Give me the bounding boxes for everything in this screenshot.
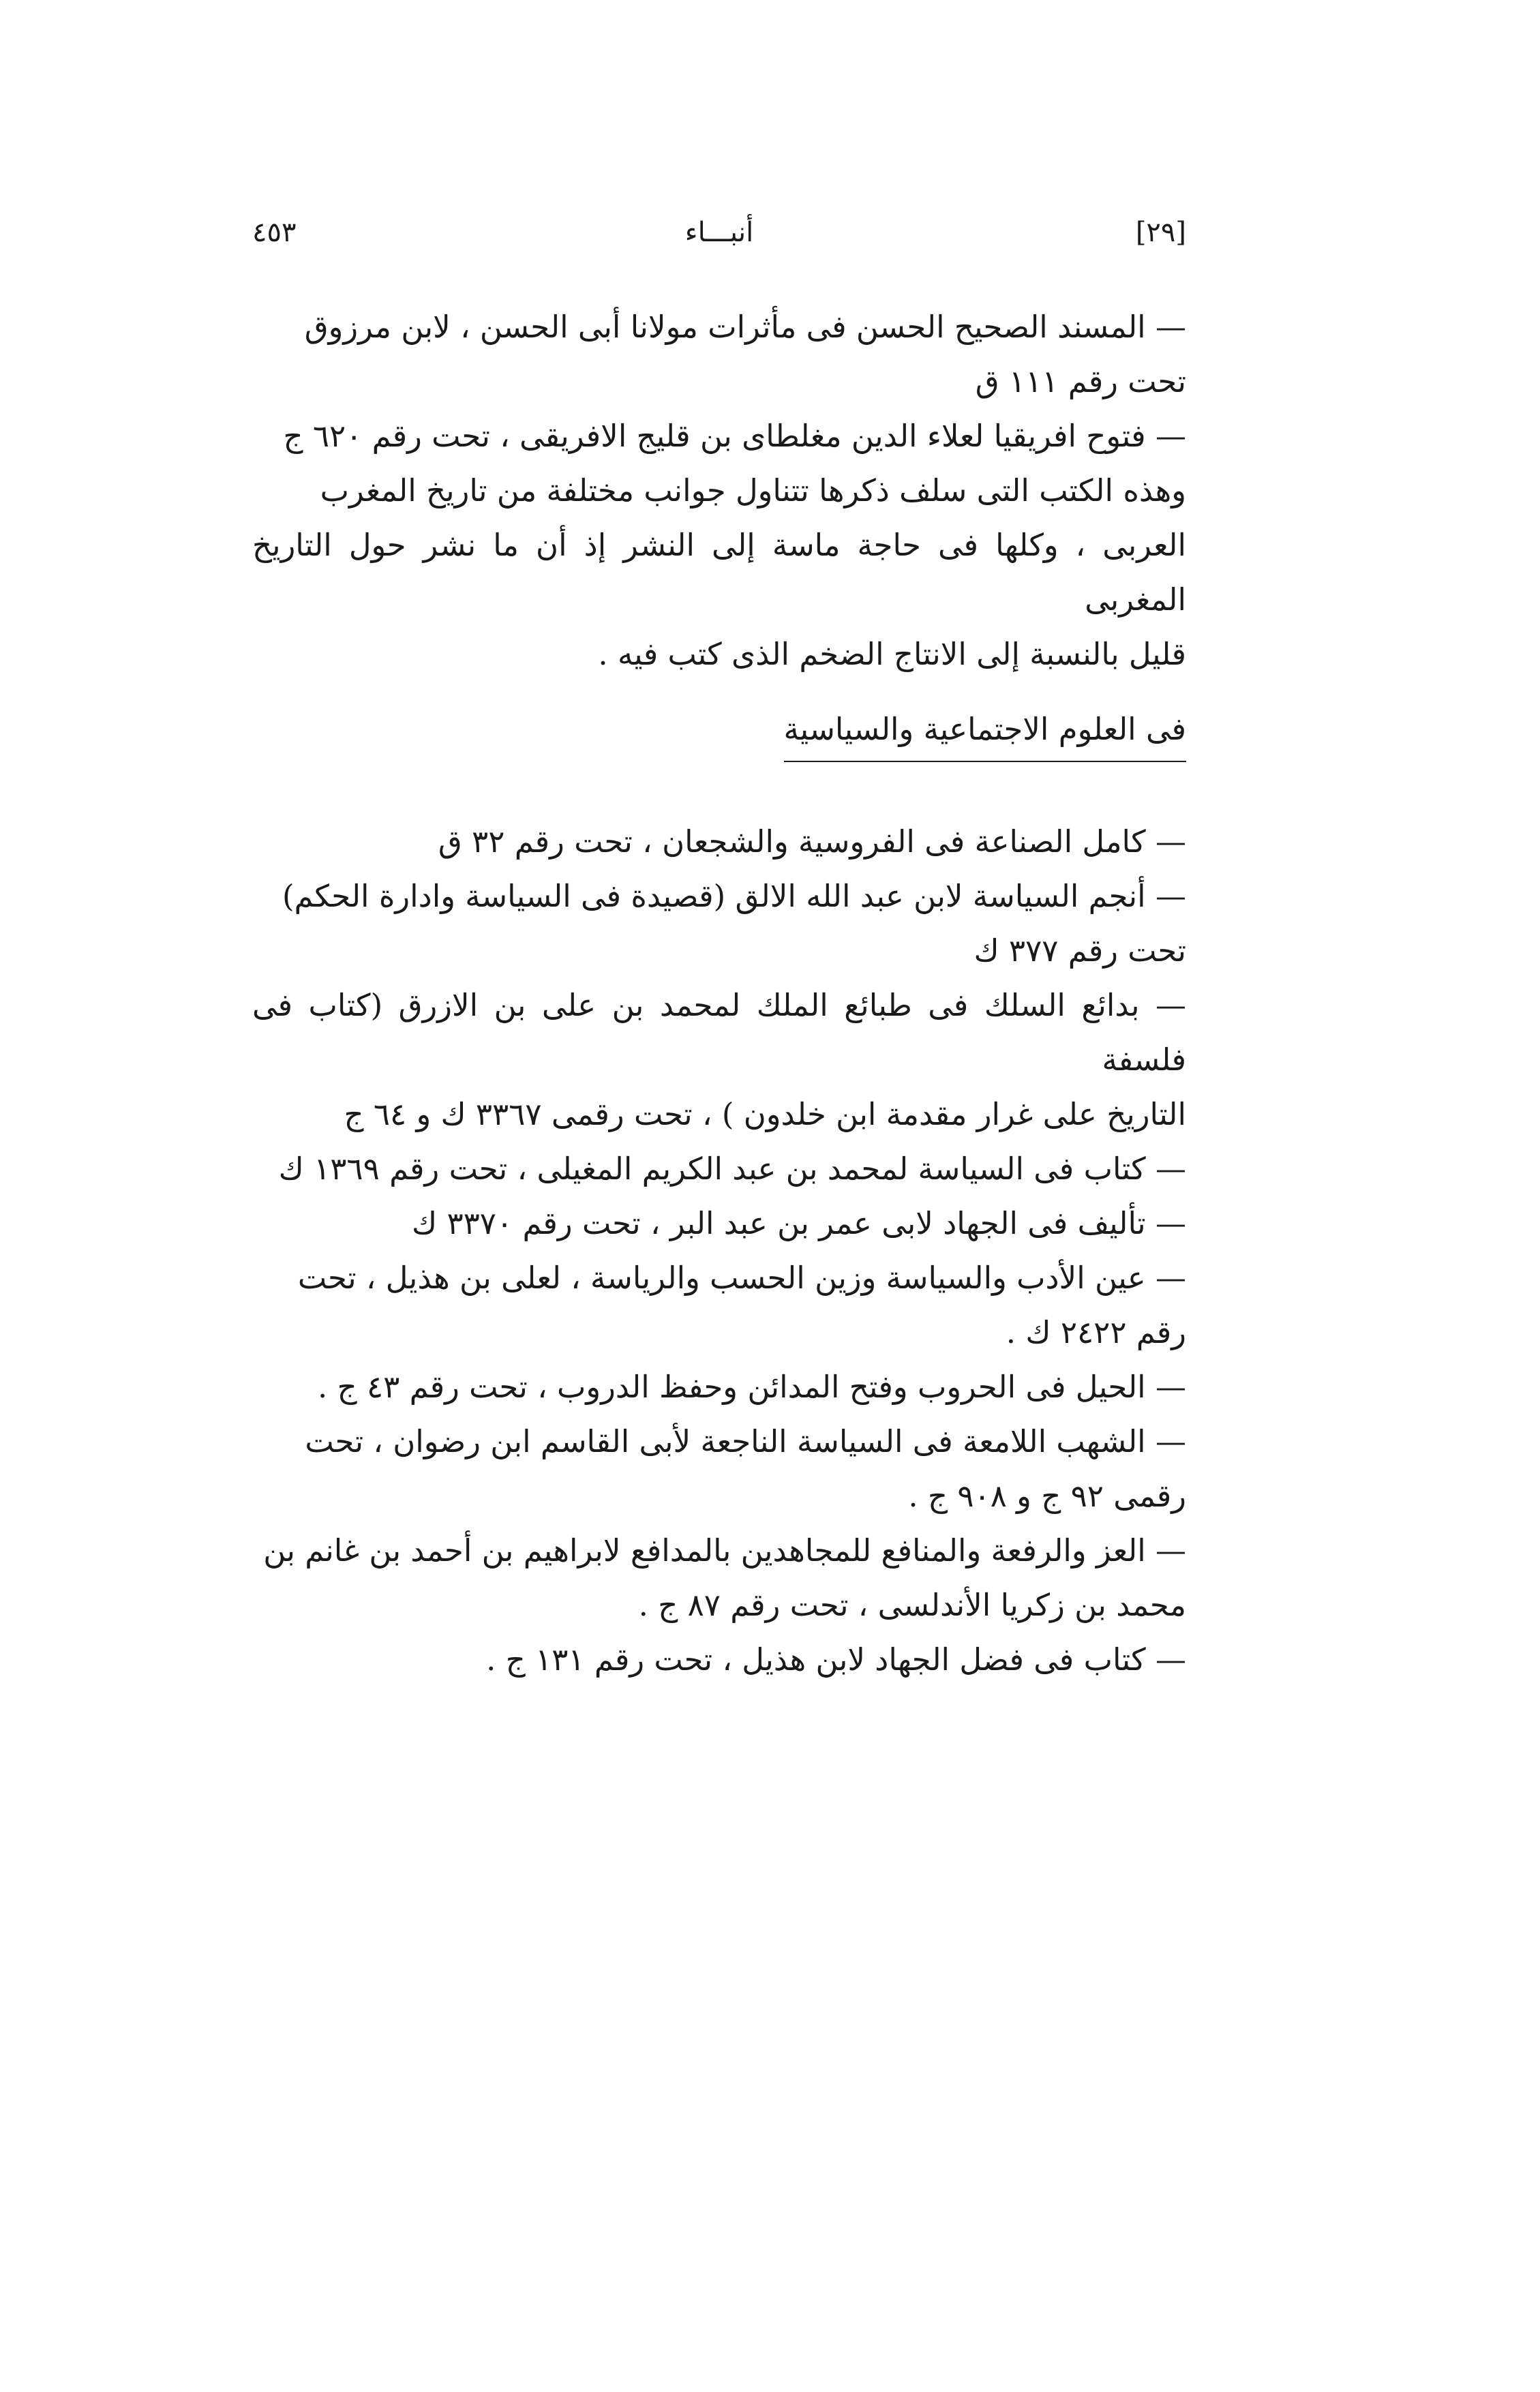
page-header <box>252 217 1186 264</box>
entry-line: التاريخ على غرار مقدمة ابن خلدون ) ، تحت رقمى ٣٣٦٧ ك و ٦٤ ج <box>344 1096 1186 1132</box>
entries-block <box>252 815 1186 1687</box>
list-item <box>252 1360 1186 1414</box>
list-item <box>252 815 1186 869</box>
entry-line: — الحيل فى الحروب وفتح المدائن وحفظ الدروب ، تحت رقم ٤٣ ج . <box>318 1369 1186 1405</box>
top-entries-block <box>252 300 1186 682</box>
entry-line: — العز والرفعة والمنافع للمجاهدين بالمدافع لابراهيم بن أحمد بن غانم بن <box>263 1532 1186 1569</box>
list-item <box>252 1142 1186 1196</box>
entry-line: محمد بن زكريا الأندلسى ، تحت رقم ٨٧ ج . <box>638 1587 1186 1623</box>
entry-line: — أنجم السياسة لابن عبد الله الالق (قصيدة فى السياسة وادارة الحكم) <box>282 878 1186 914</box>
list-item <box>252 1524 1186 1633</box>
paragraph-line: قليل بالنسبة إلى الانتاج الضخم الذى كتب فيه . <box>598 636 1186 672</box>
entry-line: — كتاب فى فضل الجهاد لابن هذيل ، تحت رقم ١٣١ ج . <box>486 1641 1186 1678</box>
entry-line: — عين الأدب والسياسة وزين الحسب والرياسة ، لعلى بن هذيل ، تحت <box>297 1260 1186 1296</box>
entry-line: رقم ٢٤٢٢ ك . <box>1006 1314 1186 1350</box>
paragraph-line: وهذه الكتب التى سلف ذكرها تتناول جوانب مختلفة من تاريخ المغرب <box>320 472 1186 509</box>
section-number: [٢٩] <box>1135 217 1186 248</box>
section-heading: فى العلوم الاجتماعية والسياسية <box>784 702 1187 762</box>
entry-line: رقمى ٩٢ ج و ٩٠٨ ج . <box>908 1478 1186 1514</box>
list-item <box>252 1633 1186 1687</box>
entry-line: تحت رقم ٣٧٧ ك <box>973 933 1186 969</box>
list-item <box>252 1414 1186 1524</box>
list-item <box>252 978 1186 1142</box>
list-item <box>252 409 1186 464</box>
entry-line: — بدائع السلك فى طبائع الملك لمحمد بن على بن الازرق (كتاب فى فلسفة <box>252 987 1186 1078</box>
entry-line: — فتوح افريقيا لعلاء الدين مغلطاى بن قليج الافريقى ، تحت رقم ٦٢٠ ج <box>283 418 1186 454</box>
list-item <box>252 1251 1186 1360</box>
entry-line: — تأليف فى الجهاد لابى عمر بن عبد البر ، تحت رقم ٣٣٧٠ ك <box>412 1205 1186 1241</box>
entry-line: — كتاب فى السياسة لمحمد بن عبد الكريم المغيلى ، تحت رقم ١٣٦٩ ك <box>278 1151 1186 1187</box>
summary-paragraph <box>252 464 1186 682</box>
page-number: ٤٥٣ <box>252 217 297 248</box>
list-item <box>252 869 1186 978</box>
running-title: أنبـــاء <box>684 217 754 248</box>
entry-line: — الشهب اللامعة فى السياسة الناجعة لأبى القاسم ابن رضوان ، تحت <box>305 1423 1186 1459</box>
entry-line: تحت رقم ١١١ ق <box>975 363 1186 399</box>
list-item <box>252 300 1186 409</box>
entry-line: — كامل الصناعة فى الفروسية والشجعان ، تحت رقم ٣٢ ق <box>438 823 1186 860</box>
paragraph-line: العربى ، وكلها فى حاجة ماسة إلى النشر إذ أن ما نشر حول التاريخ المغربى <box>252 527 1186 618</box>
list-item <box>252 1196 1186 1251</box>
entry-line: — المسند الصحيح الحسن فى مأثرات مولانا أبى الحسن ، لابن مرزوق <box>304 309 1186 345</box>
